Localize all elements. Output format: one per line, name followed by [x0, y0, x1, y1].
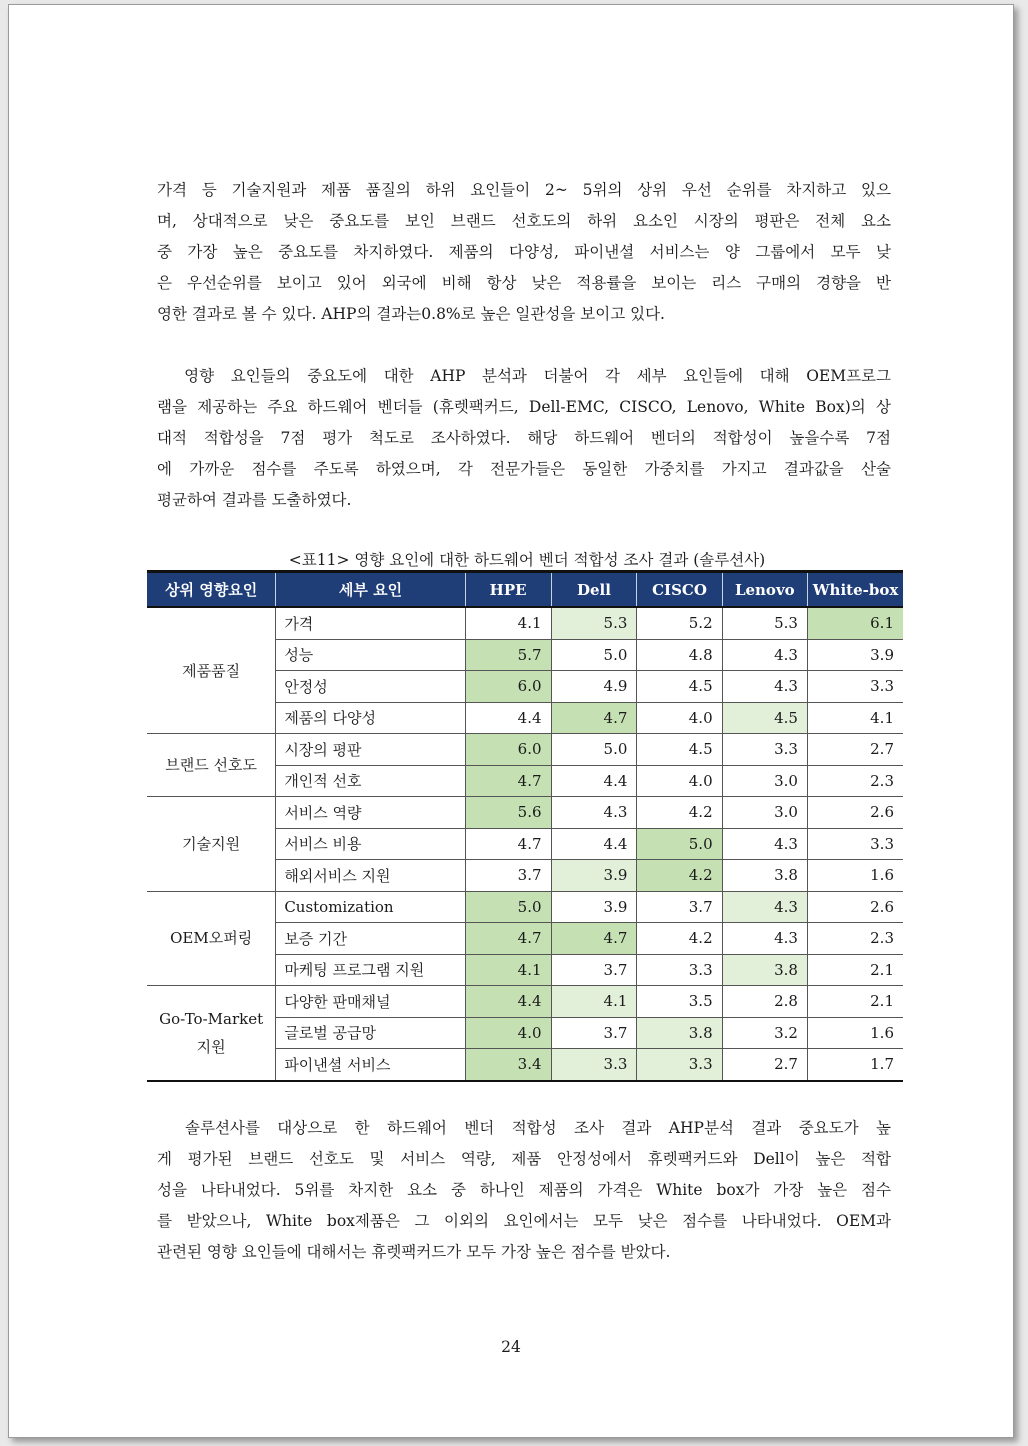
factor-cell: 해외서비스 지원 [276, 860, 465, 892]
score-cell: 4.0 [637, 702, 722, 734]
score-cell: 4.5 [722, 702, 807, 734]
table-row [147, 797, 903, 829]
factor-cell: 안정성 [276, 671, 465, 703]
paragraph-line: 영한 결과로 볼 수 있다. AHP의 결과는0.8%로 높은 일관성을 보이고 있다. [157, 305, 665, 323]
score-cell: 2.7 [722, 1049, 807, 1081]
factor-cell: 시장의 평판 [276, 734, 465, 766]
score-cell: 4.3 [722, 891, 807, 923]
score-cell: 4.3 [722, 828, 807, 860]
group-label-cell [147, 891, 276, 986]
factor-cell: 보증 기간 [276, 923, 465, 955]
paragraph-2 [157, 361, 891, 516]
score-cell: 2.3 [807, 923, 903, 955]
score-cell: 3.3 [637, 954, 722, 986]
score-cell: 5.0 [551, 734, 637, 766]
table-row [147, 607, 903, 639]
group-label-cell [147, 734, 276, 797]
document-page [8, 4, 1014, 1438]
header-cisco: CISCO [637, 572, 722, 608]
table-header-row [147, 572, 903, 608]
score-cell: 4.2 [637, 797, 722, 829]
paragraph-line: 중 가장 높은 중요도를 차지하였다. 제품의 다양성, 파이낸셜 서비스는 양 그룹에서 모두 낮 [157, 243, 891, 261]
score-cell: 1.6 [807, 1017, 903, 1049]
score-cell: 4.4 [551, 765, 637, 797]
paragraph-line: 며, 상대적으로 낮은 중요도를 보인 브랜드 선호도의 하위 요소인 시장의 평판은 전체 요소 [157, 212, 891, 230]
factor-cell: 글로벌 공급망 [276, 1017, 465, 1049]
table-caption: <표11> 영향 요인에 대한 하드웨어 벤더 적합성 조사 결과 (솔루션사) [288, 551, 766, 569]
paragraph-line: 관련된 영향 요인들에 대해서는 휴렛팩커드가 모두 가장 높은 점수를 받았다. [157, 1243, 671, 1261]
paragraph-line: 성을 나타내었다. 5위를 차지한 요소 중 하나인 제품의 가격은 White box가 가장 높은 점수 [157, 1181, 891, 1199]
score-cell: 4.9 [551, 671, 637, 703]
score-cell: 4.4 [551, 828, 637, 860]
score-cell: 4.1 [807, 702, 903, 734]
score-cell: 4.7 [465, 828, 551, 860]
score-cell: 4.1 [551, 986, 637, 1018]
paragraph-line: 게 평가된 브랜드 선호도 및 서비스 역량, 제품 안정성에서 휴렛팩커드와 Dell이 높은 적합 [157, 1150, 891, 1168]
score-cell: 5.0 [551, 639, 637, 671]
score-cell: 4.0 [465, 1017, 551, 1049]
score-cell: 3.7 [465, 860, 551, 892]
header-hpe: HPE [465, 572, 551, 608]
vendor-fit-table [147, 570, 903, 1082]
paragraph-line: 솔루션사를 대상으로 한 하드웨어 벤더 적합성 조사 결과 AHP분석 결과 중요도가 높 [157, 1119, 891, 1137]
score-cell: 5.7 [465, 639, 551, 671]
score-cell: 3.3 [722, 734, 807, 766]
paragraph-3 [157, 1113, 891, 1268]
score-cell: 4.7 [551, 923, 637, 955]
paragraph-line: 램을 제공하는 주요 하드웨어 벤더들 (휴렛팩커드, Dell-EMC, CISCO, Lenovo, White Box)의 상 [157, 398, 891, 416]
score-cell: 3.4 [465, 1049, 551, 1081]
paragraph-1 [157, 175, 891, 330]
group-label-cell [147, 986, 276, 1081]
factor-cell: 서비스 역량 [276, 797, 465, 829]
score-cell: 3.3 [807, 671, 903, 703]
score-cell: 4.5 [637, 671, 722, 703]
factor-cell: 마케팅 프로그램 지원 [276, 954, 465, 986]
score-cell: 6.1 [807, 607, 903, 639]
factor-cell: 제품의 다양성 [276, 702, 465, 734]
score-cell: 5.2 [637, 607, 722, 639]
score-cell: 3.9 [551, 860, 637, 892]
table-row [147, 734, 903, 766]
score-cell: 3.9 [807, 639, 903, 671]
score-cell: 2.6 [807, 797, 903, 829]
paragraph-line: 가격 등 기술지원과 제품 품질의 하위 요인들이 2~ 5위의 상위 우선 순위를 차지하고 있으 [157, 181, 891, 199]
score-cell: 6.0 [465, 734, 551, 766]
score-cell: 4.4 [465, 986, 551, 1018]
score-cell: 4.3 [551, 797, 637, 829]
factor-cell: Customization [276, 891, 465, 923]
table-row [147, 891, 903, 923]
paragraph-line: 에 가까운 점수를 주도록 하였으며, 각 전문가들은 동일한 가중치를 가지고 결과값을 산술 [157, 460, 891, 478]
header-group: 상위 영향요인 [147, 572, 276, 608]
table-row [147, 986, 903, 1018]
header-white-box: White-box [807, 572, 903, 608]
factor-cell: 서비스 비용 [276, 828, 465, 860]
score-cell: 5.3 [551, 607, 637, 639]
score-cell: 3.7 [551, 954, 637, 986]
score-cell: 1.6 [807, 860, 903, 892]
group-label-cell [147, 607, 276, 734]
score-cell: 4.2 [637, 860, 722, 892]
paragraph-line: 영향 요인들의 중요도에 대한 AHP 분석과 더불어 각 세부 요인들에 대해 OEM프로그 [157, 367, 891, 385]
score-cell: 4.8 [637, 639, 722, 671]
score-cell: 3.7 [551, 1017, 637, 1049]
score-cell: 4.1 [465, 607, 551, 639]
score-cell: 3.7 [637, 891, 722, 923]
factor-cell: 파이낸셜 서비스 [276, 1049, 465, 1081]
score-cell: 3.9 [551, 891, 637, 923]
table-body [147, 607, 903, 1081]
score-cell: 2.7 [807, 734, 903, 766]
group-label: 브랜드 선호도 [165, 756, 258, 774]
score-cell: 2.8 [722, 986, 807, 1018]
paragraph-line: 를 받았으나, White box제품은 그 이외의 요인에서는 모두 낮은 점수를 나타내었다. OEM과 [157, 1212, 891, 1230]
group-label-cell [147, 797, 276, 892]
factor-cell: 가격 [276, 607, 465, 639]
score-cell: 3.8 [722, 860, 807, 892]
score-cell: 4.7 [465, 923, 551, 955]
paragraph-line: 은 우선순위를 보이고 있어 외국에 비해 항상 낮은 적용률을 보이는 리스 구매의 경향을 반 [157, 274, 891, 292]
score-cell: 2.1 [807, 954, 903, 986]
score-cell: 4.7 [551, 702, 637, 734]
score-cell: 2.6 [807, 891, 903, 923]
score-cell: 3.8 [637, 1017, 722, 1049]
score-cell: 4.2 [637, 923, 722, 955]
score-cell: 4.3 [722, 923, 807, 955]
paragraph-line: 대적 적합성을 7점 평가 척도로 조사하였다. 해당 하드웨어 벤더의 적합성이 높을수록 7점 [157, 429, 891, 447]
group-label: 제품품질 [182, 661, 241, 680]
group-label: Go-To-Market [159, 1009, 264, 1028]
score-cell: 3.3 [551, 1049, 637, 1081]
factor-cell: 개인적 선호 [276, 765, 465, 797]
score-cell: 5.0 [637, 828, 722, 860]
header-lenovo: Lenovo [722, 572, 807, 608]
score-cell: 3.3 [637, 1049, 722, 1081]
score-cell: 6.0 [465, 671, 551, 703]
score-cell: 3.8 [722, 954, 807, 986]
group-label: OEM오퍼링 [170, 929, 253, 948]
factor-cell: 성능 [276, 639, 465, 671]
factor-cell: 다양한 판매채널 [276, 986, 465, 1018]
score-cell: 4.3 [722, 639, 807, 671]
score-cell: 4.3 [722, 671, 807, 703]
score-cell: 3.2 [722, 1017, 807, 1049]
header-factor: 세부 요인 [276, 572, 465, 608]
score-cell: 4.0 [637, 765, 722, 797]
score-cell: 3.3 [807, 828, 903, 860]
score-cell: 5.0 [465, 891, 551, 923]
score-cell: 2.1 [807, 986, 903, 1018]
score-cell: 3.0 [722, 797, 807, 829]
paragraph-line: 평균하여 결과를 도출하였다. [157, 491, 352, 509]
score-cell: 1.7 [807, 1049, 903, 1081]
group-label: 지원 [196, 1037, 226, 1056]
score-cell: 2.3 [807, 765, 903, 797]
score-cell: 4.1 [465, 954, 551, 986]
score-cell: 4.7 [465, 765, 551, 797]
score-cell: 5.3 [722, 607, 807, 639]
score-cell: 4.5 [637, 734, 722, 766]
score-cell: 3.0 [722, 765, 807, 797]
group-label: 기술지원 [182, 834, 241, 853]
page-number: 24 [501, 1338, 521, 1356]
score-cell: 5.6 [465, 797, 551, 829]
score-cell: 4.4 [465, 702, 551, 734]
header-dell: Dell [551, 572, 637, 608]
score-cell: 3.5 [637, 986, 722, 1018]
